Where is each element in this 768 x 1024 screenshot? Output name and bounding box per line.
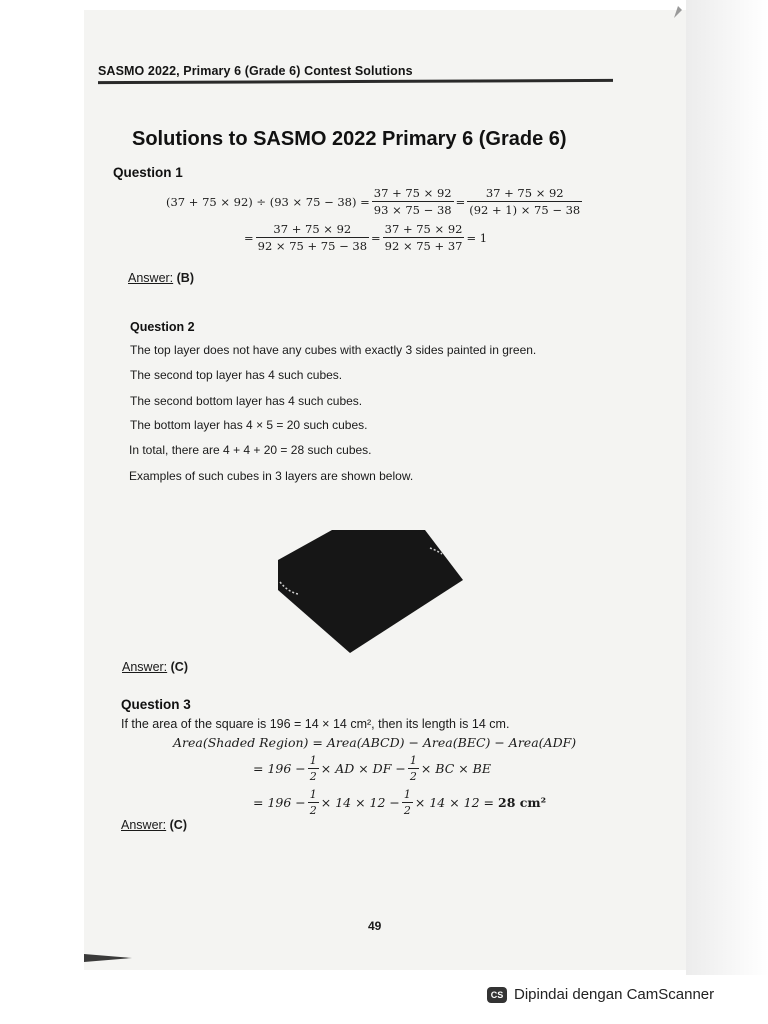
q1-equation-line-2: = $\frac{37 + 75 \times 92}{92 \times 75 + 75 - 38}$ = $\frac{37 + 75 \times 92}{92 \times 75 + 37}$ = 1 xyxy=(244,222,488,253)
q2-line-1: The top layer does not have any cubes with exactly 3 sides painted in green. xyxy=(130,343,537,357)
question-2-heading: Question 2 xyxy=(130,320,195,334)
page-number: 49 xyxy=(368,919,382,933)
figure-shape xyxy=(278,530,463,653)
page-edge-shadow xyxy=(686,0,768,975)
page-edge-mark xyxy=(84,952,134,964)
running-header: SASMO 2022, Primary 6 (Grade 6) Contest Solutions xyxy=(98,64,413,78)
q3-half-1: $\frac{1}{2}$ xyxy=(309,754,317,783)
q1-fraction-1: $\frac{37 + 75 \times 92}{93 \times 75 - 38}$ xyxy=(373,186,452,217)
q1-fraction-4: $\frac{37 + 75 \times 92}{92 \times 75 + 37}$ xyxy=(384,222,463,253)
q1-equation-line-1: (37 + 75 × 92) ÷ (93 × 75 − 38) = $\frac{37 + 75 \times 92}{93 \times 75 - 38}$ = $\frac{37 + 75 \times 92}{(92 + 1) \times 75 - 38}$ xyxy=(166,186,581,217)
q3-half-2: $\frac{1}{2}$ xyxy=(409,754,417,783)
q1-fraction-2: $\frac{37 + 75 \times 92}{(92 + 1) \times 75 - 38}$ xyxy=(469,186,581,217)
camscanner-logo-icon: CS xyxy=(487,987,507,1003)
q3-half-3: $\frac{1}{2}$ xyxy=(309,788,317,817)
q1-fraction-3: $\frac{37 + 75 \times 92}{92 \times 75 + 75 - 38}$ xyxy=(257,222,368,253)
q3-line-2: = 196 − $\frac{1}{2}$ × AD × DF − $\frac{1}{2}$ × BC × BE xyxy=(253,754,491,783)
q3-area-line: Area(Shaded Region) = Area(ABCD) − Area(BEC) − Area(ADF) xyxy=(173,735,577,750)
q3-half-4: $\frac{1}{2}$ xyxy=(403,788,411,817)
q1-answer: Answer: (B) xyxy=(128,271,194,285)
q2-line-3: The second bottom layer has 4 such cubes. xyxy=(130,394,363,408)
page-title: Solutions to SASMO 2022 Primary 6 (Grade 6) xyxy=(132,128,567,150)
q2-answer: Answer: (C) xyxy=(122,660,188,674)
q2-line-5: In total, there are 4 + 4 + 20 = 28 such cubes. xyxy=(129,443,372,457)
q2-line-2: The second top layer has 4 such cubes. xyxy=(130,368,343,382)
question-3-heading: Question 3 xyxy=(121,697,191,712)
q1-lhs: (37 + 75 × 92) ÷ (93 × 75 − 38) = xyxy=(166,194,370,209)
cube-layers-figure xyxy=(270,520,470,660)
q3-line-3: = 196 − $\frac{1}{2}$ × 14 × 12 − $\frac{1}{2}$ × 14 × 12 = 28 cm² xyxy=(253,788,547,817)
q2-line-6: Examples of such cubes in 3 layers are shown below. xyxy=(129,469,414,483)
camscanner-watermark xyxy=(487,986,714,1003)
question-1-heading: Question 1 xyxy=(113,165,183,180)
q3-answer: Answer: (C) xyxy=(121,818,187,832)
q2-line-4: The bottom layer has 4 × 5 = 20 such cubes. xyxy=(130,418,368,432)
camscanner-text: Dipindai dengan CamScanner xyxy=(514,986,715,1003)
q3-result: 28 cm² xyxy=(498,795,547,810)
q3-intro: If the area of the square is 196 = 14 × 14 cm², then its length is 14 cm. xyxy=(121,717,510,731)
page-corner-mark xyxy=(672,4,684,20)
